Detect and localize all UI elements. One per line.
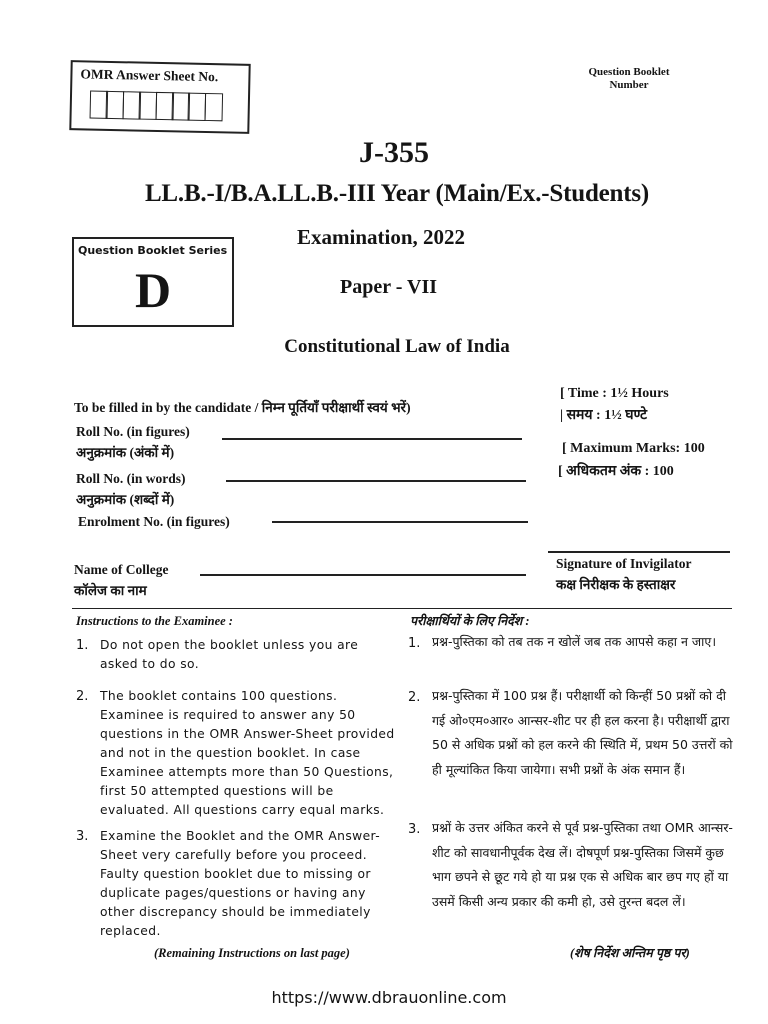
question-booklet-series-box: [72, 237, 234, 327]
omr-answer-sheet-box: [69, 60, 250, 134]
subject-title: Constitutional Law of India: [284, 336, 510, 357]
instruction-item-hindi: प्रश्न-पुस्तिका को तब तक न खोलें जब तक आपसे कहा न जाए।: [432, 634, 717, 649]
enrolment-no-field[interactable]: [272, 521, 528, 523]
remaining-instructions-note-hindi: (शेष निर्देश अन्तिम पृष्ठ पर): [570, 946, 690, 960]
roll-no-figures-label-hindi: अनुक्रमांक (अंकों में): [76, 445, 175, 460]
question-booklet-number-label: Question Booklet Number: [588, 66, 670, 91]
instruction-item-hindi: प्रश्नों के उत्तर अंकित करने से पूर्व प्रश्न-पुस्तिका तथा OMR आन्सर-शीट को सावधानीपूर्वक देख लें। दोषपूर्ण प्रश्न-पुस्तिका जिसमें कुछ भाग छपने से छूट गये हो या प्रश्न एक से अधिक बार छप गए हों या उसमें किसी अन्य प्रकार की कमी हो, उसे तुरन्त बदल लें।: [432, 820, 733, 909]
maximum-marks-label: [ Maximum Marks: 100: [562, 441, 705, 456]
instruction-number: 2.: [76, 689, 89, 704]
time-label: [ Time : 1½ Hours: [560, 386, 669, 401]
instruction-item-hindi: प्रश्न-पुस्तिका में 100 प्रश्न हैं। परीक्षार्थी को किन्हीं 50 प्रश्नों को दी गई ओ०एम०आर० आन्सर-शीट पर ही हल करना है। परीक्षार्थी द्वारा 50 से अधिक प्रश्नों को हल करने की स्थिति में, प्रथम 50 उत्तरों को ही मूल्यांकित किया जायेगा। सभी प्रश्नों के अंक समान हैं।: [432, 688, 733, 777]
series-label: Question Booklet Series: [78, 244, 228, 257]
college-name-label: Name of College: [74, 562, 169, 577]
instruction-number: 1.: [408, 636, 421, 651]
roll-no-words-label-hindi: अनुक्रमांक (शब्दों में): [76, 492, 175, 507]
college-name-label-hindi: कॉलेज का नाम: [74, 583, 147, 598]
instructions-heading-english: Instructions to the Examinee :: [76, 614, 233, 628]
enrolment-no-label: Enrolment No. (in figures): [78, 514, 230, 529]
instructions-divider: [72, 608, 732, 609]
invigilator-signature-label-hindi: कक्ष निरीक्षक के हस्ताक्षर: [556, 577, 676, 592]
invigilator-signature-line: [548, 551, 730, 553]
instructions-heading-hindi: परीक्षार्थियों के लिए निर्देश :: [410, 614, 530, 628]
roll-no-words-label: Roll No. (in words): [76, 471, 186, 486]
paper-number: Paper - VII: [340, 276, 438, 298]
series-letter: D: [134, 262, 172, 318]
instruction-number: 2.: [408, 690, 421, 705]
instruction-number: 1.: [76, 638, 89, 653]
instruction-item-english: Do not open the booklet unless you are asked to do so.: [100, 638, 359, 671]
remaining-instructions-note: (Remaining Instructions on last page): [154, 946, 350, 960]
paper-code: J-355: [359, 136, 429, 169]
examination-year: Examination, 2022: [297, 225, 466, 249]
time-label-hindi: | समय : 1½ घण्टे: [560, 408, 648, 423]
roll-no-figures-label: Roll No. (in figures): [76, 424, 190, 439]
instruction-number: 3.: [76, 829, 89, 844]
invigilator-signature-label: Signature of Invigilator: [556, 556, 692, 571]
course-title: LL.B.-I/B.A.LL.B.-III Year (Main/Ex.-Students): [144, 180, 650, 207]
roll-no-figures-field[interactable]: [222, 438, 522, 440]
omr-answer-sheet-label: OMR Answer Sheet No.: [80, 66, 219, 85]
instruction-number: 3.: [408, 822, 421, 837]
omr-number-cells: [90, 91, 222, 122]
omr-digit-cell[interactable]: [204, 93, 223, 121]
instruction-item-english: Examine the Booklet and the OMR Answer-Sheet very carefully before you proceed. Faulty question booklet due to missing or duplicate pages/questions or having any other discrepancy should be immediately replaced.: [100, 829, 381, 938]
college-name-field[interactable]: [200, 574, 526, 576]
roll-no-words-field[interactable]: [226, 480, 526, 482]
instruction-item-english: The booklet contains 100 questions. Examinee is required to answer any 50 questions in the OMR Answer-Sheet provided and not in the question booklet. In case Examinee attempts more than 50 Questions, first 50 attempted questions will be evaluated. All questions carry equal marks.: [100, 689, 395, 817]
candidate-fill-instruction: To be filled in by the candidate / निम्न पूर्तियाँ परीक्षार्थी स्वयं भरें): [74, 400, 411, 415]
watermark-url: https://www.dbrauonline.com: [271, 988, 507, 1007]
maximum-marks-label-hindi: [ अधिकतम अंक : 100: [558, 464, 674, 479]
